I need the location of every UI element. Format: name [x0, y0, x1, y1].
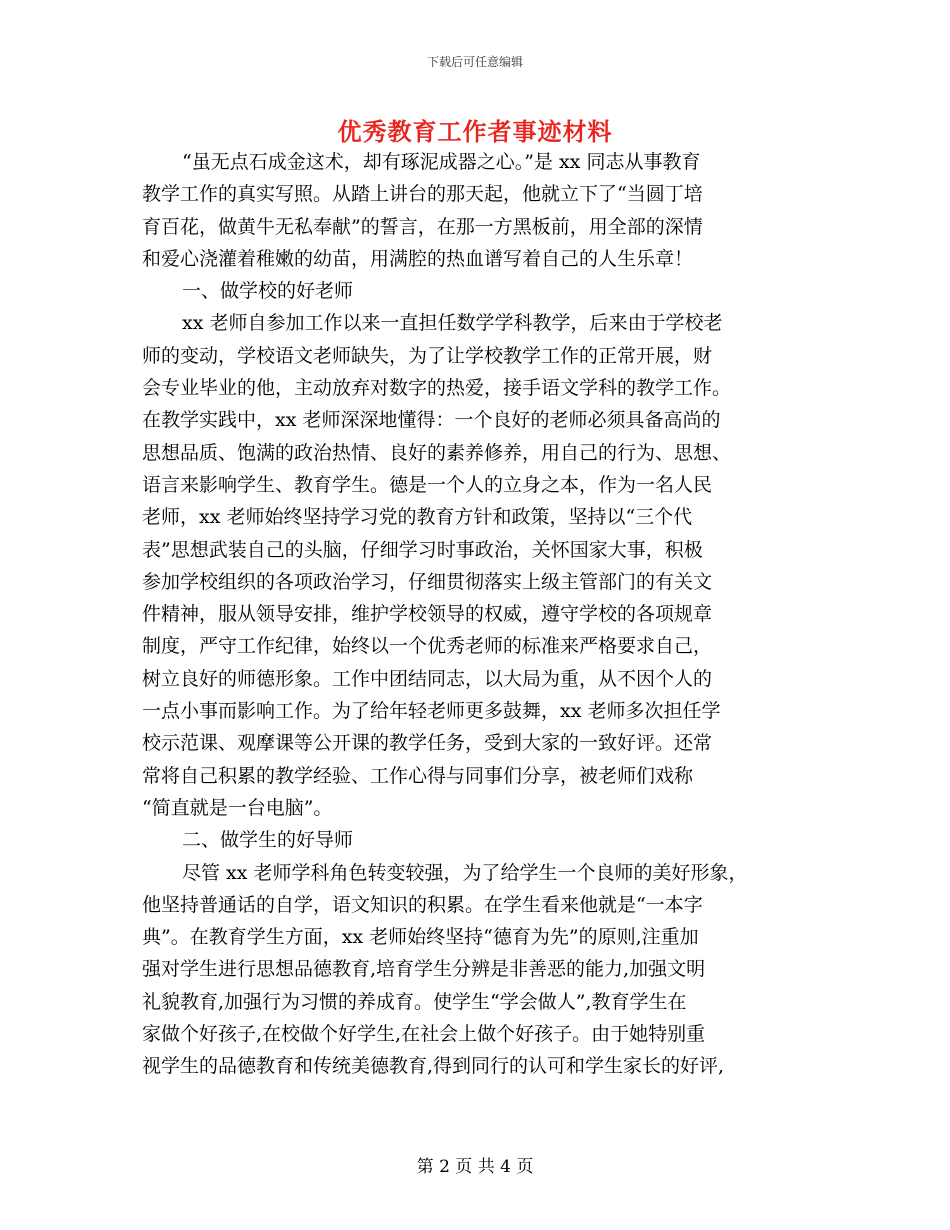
text-line: 会专业毕业的他，主动放弃对数字的热爱，接手语文学科的教学工作。 — [142, 377, 732, 400]
text-line: 礼貌教育,加强行为习惯的养成育。使学生“学会做人”,教育学生在 — [142, 990, 687, 1013]
text-line: “虽无点石成金这术，却有琢泥成器之心。”是 xx 同志从事教育 — [182, 151, 701, 173]
text-line: 一、做学校的好老师 — [182, 280, 354, 303]
text-line: 校示范课、观摩课等公开课的教学任务，受到大家的一致好评。还常 — [142, 732, 713, 755]
text-line: 在教学实践中，xx 老师深深地懂得：一个良好的老师必须具备高尚的 — [142, 409, 721, 432]
text-line: 典”。在教育学生方面，xx 老师始终坚持“德育为先”的原则,注重加 — [142, 926, 699, 949]
text-line: 师的变动，学校语文老师缺失，为了让学校教学工作的正常开展，财 — [142, 344, 713, 367]
text-line: 尽管 xx 老师学科角色转变较强，为了给学生一个良师的美好形象， — [182, 861, 748, 884]
text-line: 表”思想武装自己的头脑，仔细学习时事政治，关怀国家大事，积极 — [142, 538, 703, 561]
text-line: 一点小事而影响工作。为了给年轻老师更多鼓舞，xx 老师多次担任学 — [142, 700, 721, 723]
document-title: 优秀教育工作者事迹材料 — [337, 117, 613, 146]
document-body — [142, 146, 812, 1083]
text-line: 和爱心浇灌着稚嫩的幼苗，用满腔的热血谱写着自己的人生乐章！ — [142, 247, 694, 270]
text-line: 树立良好的师德形象。工作中团结同志，以大局为重，从不因个人的 — [142, 667, 713, 690]
text-line: “简直就是一台电脑”。 — [142, 796, 333, 819]
text-line: 参加学校组织的各项政治学习，仔细贯彻落实上级主管部门的有关文 — [142, 570, 713, 593]
text-line: 制度，严守工作纪律，始终以一个优秀老师的标准来严格要求自己， — [142, 635, 713, 658]
header-note: 下载后可任意编辑 — [426, 55, 523, 69]
text-line: 语言来影响学生、教育学生。德是一个人的立身之本，作为一名人民 — [142, 473, 713, 496]
text-line: 强对学生进行思想品德教育,培育学生分辨是非善恶的能力,加强文明 — [142, 958, 706, 981]
text-line: 老师，xx 老师始终坚持学习党的教育方针和政策，坚持以“三个代 — [142, 506, 693, 529]
page-footer: 第 2 页 共 4 页 — [416, 1157, 534, 1177]
text-line: xx 老师自参加工作以来一直担任数学学科教学，后来由于学校老 — [182, 312, 723, 335]
text-line: 思想品质、饱满的政治热情、良好的素养修养，用自己的行为、思想、 — [142, 441, 732, 464]
text-line: 件精神，服从领导安排，维护学校领导的权威，遵守学校的各项规章 — [142, 603, 713, 626]
text-line: 教学工作的真实写照。从踏上讲台的那天起，他就立下了“当圆丁培 — [142, 183, 703, 206]
text-line: 视学生的品德教育和传统美德教育,得到同行的认可和学生家长的好评, — [142, 1055, 725, 1078]
text-line: 二、做学生的好导师 — [182, 829, 354, 852]
text-line: 常将自己积累的教学经验、工作心得与同事们分享，被老师们戏称 — [142, 764, 694, 787]
text-line: 他坚持普通话的自学，语文知识的积累。在学生看来他就是“一本字 — [142, 893, 703, 916]
text-line: 家做个好孩子,在校做个好学生,在社会上做个好孩子。由于她特别重 — [142, 1023, 706, 1046]
text-line: 育百花，做黄牛无私奉献”的誓言，在那一方黑板前，用全部的深情 — [142, 215, 703, 238]
